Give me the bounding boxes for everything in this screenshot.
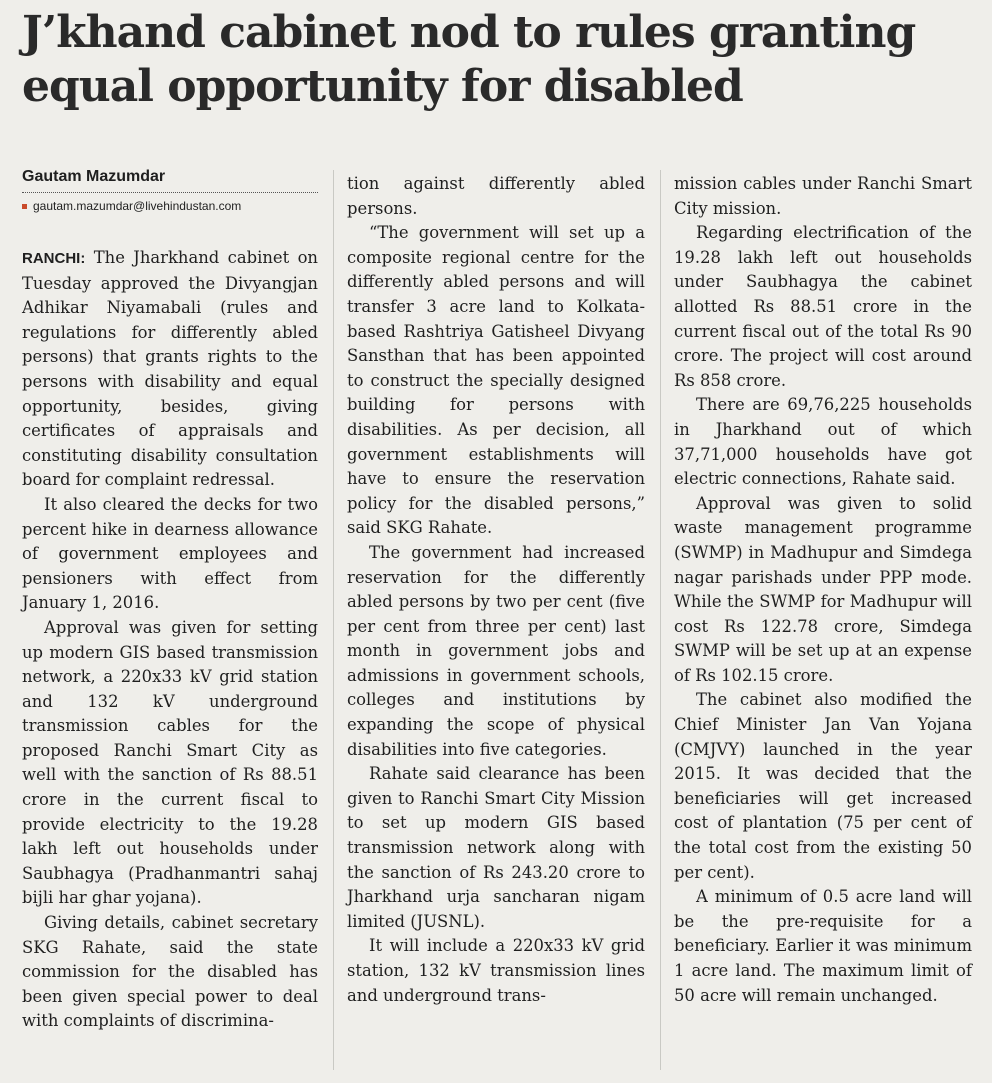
article-column-1: [22, 246, 318, 1034]
bullet-icon: [22, 204, 27, 209]
paragraph: There are 69,76,225 households in Jharkhand out of which 37,71,000 households have got electric connections, Rahate said.: [674, 395, 972, 489]
byline: [22, 168, 318, 213]
paragraph: tion against differently abled persons.: [347, 174, 645, 218]
dateline: RANCHI:: [22, 250, 86, 267]
paragraph: It also cleared the decks for two percent hike in dearness allowance of government employees and pensioners with effect from January 1, 2016.: [22, 494, 318, 613]
paragraph: The government had increased reservation for the differently abled persons by two per cent (five per cent from three per cent) last month in government jobs and admissions in government schools, colleges and institutions by expanding the scope of physical disabilities into five categories.: [347, 542, 645, 759]
paragraph: Approval was given for setting up modern GIS based transmission network, a 220x33 kV grid station and 132 kV underground transmission cables for the proposed Ranchi Smart City as well with the sanction of Rs 88.51 crore in the current fiscal to provide electricity to the 19.28 lakh left out households under Saubhagya (Pradhanmantri sahaj bijli har ghar yojana).: [22, 617, 318, 908]
author-email-text: gautam.mazumdar@livehindustan.com: [33, 199, 242, 213]
paragraph: A minimum of 0.5 acre land will be the pre-requisite for a beneficiary. Earlier it was minimum 1 acre land. The maximum limit of 50 acre will remain unchanged.: [674, 887, 972, 1005]
paragraph: mission cables under Ranchi Smart City mission.: [674, 174, 972, 218]
paragraph: It will include a 220x33 kV grid station, 132 kV transmission lines and underground trans-: [347, 936, 645, 1005]
author-name: Gautam Mazumdar: [22, 168, 318, 193]
paragraph: The cabinet also modified the Chief Minister Jan Van Yojana (CMJVY) launched in the year 2015. It was decided that the beneficiaries will get increased cost of plantation (75 per cent of the total cost from the existing 50 per cent).: [674, 690, 972, 882]
article-column-2: [347, 172, 645, 1008]
paragraph: Approval was given to solid waste management programme (SWMP) in Madhupur and Simdega nagar parishads under PPP mode. While the SWMP for Madhupur will cost Rs 122.78 crore, Simdega SWMP will be set up at an expense of Rs 102.15 crore.: [674, 493, 972, 685]
column-divider: [660, 170, 661, 1070]
paragraph-text: The Jharkhand cabinet on Tuesday approved the Divyangjan Adhikar Niyamabali (rules and regulations for differently abled persons) that grants rights to the persons with disability and equal opportunity, besides, giving certificates of appraisals and constituting disability consultation board for complaint redressal.: [22, 248, 318, 490]
paragraph: “The government will set up a composite regional centre for the differently abled persons and will transfer 3 acre land to Kolkata-based Rashtriya Gatisheel Divyang Sansthan that has been appointed to construct the specially designed building for persons with disabilities. As per decision, all government establishments will have to ensure the reservation policy for the disabled persons,” said SKG Rahate.: [347, 223, 645, 538]
paragraph: [22, 246, 318, 493]
column-divider: [333, 170, 334, 1070]
headline: J’khand cabinet nod to rules granting equal opportunity for disabled: [22, 7, 916, 112]
article-column-3: [674, 172, 972, 1008]
paragraph: Giving details, cabinet secretary SKG Rahate, said the state commission for the disabled has been given special power to deal with complaints of discrimina-: [22, 913, 318, 1031]
paragraph: Rahate said clearance has been given to Ranchi Smart City Mission to set up modern GIS based transmission network along with the sanction of Rs 243.20 crore to Jharkhand urja sancharan nigam limited (JUSNL).: [347, 764, 645, 931]
author-email: [22, 199, 318, 213]
paragraph: Regarding electrification of the 19.28 lakh left out households under Saubhagya the cabinet allotted Rs 88.51 crore in the current fiscal out of the total Rs 90 crore. The project will cost around Rs 858 crore.: [674, 223, 972, 390]
